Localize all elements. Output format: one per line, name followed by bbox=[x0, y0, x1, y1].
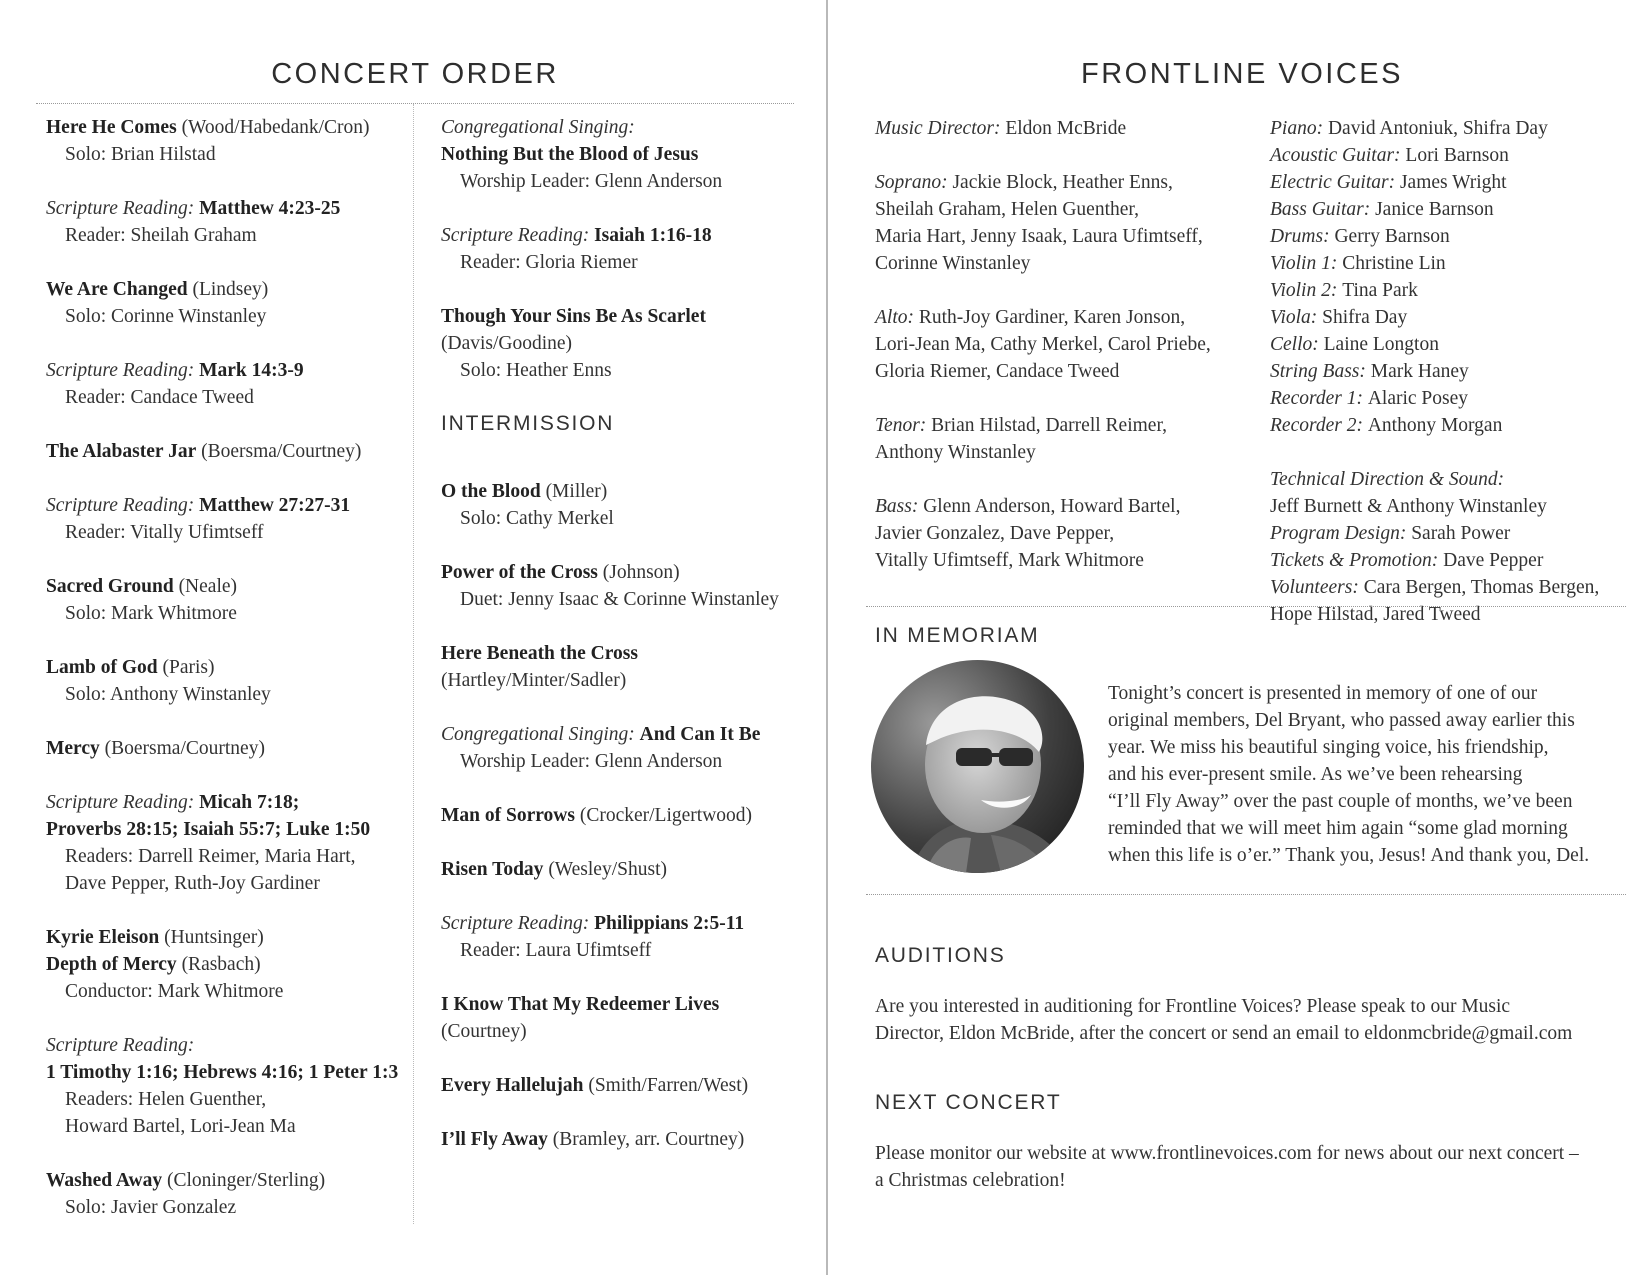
program-entry bbox=[875, 304, 1245, 385]
entry-text: (Cloninger/Sterling) bbox=[162, 1170, 326, 1191]
entry-text: (Miller) bbox=[540, 481, 608, 502]
entry-label: Cello: bbox=[1270, 334, 1324, 355]
program-entry bbox=[875, 412, 1245, 466]
entry-title: Matthew 4:23-25 bbox=[199, 198, 341, 219]
entry-line bbox=[1270, 385, 1640, 412]
program-entry bbox=[441, 721, 801, 775]
program-entry bbox=[441, 222, 801, 276]
auditions-heading: AUDITIONS bbox=[875, 944, 1006, 967]
entry-line bbox=[46, 141, 406, 168]
entry-line bbox=[875, 250, 1245, 277]
entry-label: Bass: bbox=[875, 496, 924, 517]
paragraph-line: when this life is o’er.” Thank you, Jesus! And thank you, Del. bbox=[1108, 845, 1590, 866]
entry-line bbox=[1270, 250, 1640, 277]
entry-line bbox=[875, 358, 1245, 385]
entry-line bbox=[46, 789, 406, 816]
entry-text: Readers: Darrell Reimer, Maria Hart, bbox=[65, 846, 356, 867]
entry-text: Anthony Morgan bbox=[1367, 415, 1503, 436]
entry-line bbox=[441, 330, 801, 357]
entry-text: Janice Barnson bbox=[1375, 199, 1494, 220]
paragraph-line: Are you interested in auditioning for Frontline Voices? Please speak to our Music bbox=[875, 996, 1511, 1017]
entry-text: Anthony Winstanley bbox=[875, 442, 1036, 463]
entry-line bbox=[441, 937, 801, 964]
entry-label: Drums: bbox=[1270, 226, 1335, 247]
entry-text: Cara Bergen, Thomas Bergen, bbox=[1363, 577, 1600, 598]
entry-text: Alaric Posey bbox=[1367, 388, 1469, 409]
entry-line bbox=[46, 1059, 406, 1086]
entry-text: Sheilah Graham, Helen Guenther, bbox=[875, 199, 1140, 220]
program-column-2-second-half bbox=[441, 478, 801, 1153]
entry-line bbox=[441, 748, 801, 775]
entry-title: Risen Today bbox=[441, 859, 544, 880]
entry-text: (Wood/Habedank/Cron) bbox=[176, 117, 370, 138]
entry-text: Brian Hilstad, Darrell Reimer, bbox=[931, 415, 1168, 436]
entry-text: Dave Pepper bbox=[1443, 550, 1544, 571]
entry-title: Sacred Ground bbox=[46, 576, 174, 597]
entry-title: Here He Comes bbox=[46, 117, 177, 138]
entry-line bbox=[46, 222, 406, 249]
entry-text: Gloria Riemer, Candace Tweed bbox=[875, 361, 1120, 382]
entry-text: Shifra Day bbox=[1322, 307, 1408, 328]
entry-text: Solo: Corinne Winstanley bbox=[65, 306, 267, 327]
next-concert-heading: NEXT CONCERT bbox=[875, 1091, 1062, 1114]
entry-line bbox=[875, 196, 1245, 223]
entry-line bbox=[46, 1086, 406, 1113]
program-entry bbox=[441, 991, 801, 1045]
entry-line bbox=[46, 519, 406, 546]
entry-text: Solo: Cathy Merkel bbox=[460, 508, 614, 529]
entry-line bbox=[875, 547, 1245, 574]
concert-order-title: CONCERT ORDER bbox=[271, 58, 559, 90]
program-entry bbox=[46, 357, 406, 411]
entry-line bbox=[441, 249, 801, 276]
in-memoriam-text bbox=[1108, 680, 1628, 869]
entry-line bbox=[1270, 574, 1640, 601]
entry-text: (Bramley, arr. Courtney) bbox=[547, 1129, 745, 1150]
program-entry bbox=[441, 640, 801, 694]
entry-line bbox=[441, 1072, 801, 1099]
entry-title: 1 Timothy 1:16; Hebrews 4:16; 1 Peter 1:3 bbox=[46, 1062, 399, 1083]
entry-text: Ruth-Joy Gardiner, Karen Jonson, bbox=[918, 307, 1186, 328]
entry-line bbox=[46, 357, 406, 384]
entry-label: Violin 2: bbox=[1270, 280, 1343, 301]
entry-line bbox=[441, 303, 801, 330]
entry-text: (Lindsey) bbox=[187, 279, 269, 300]
entry-line bbox=[46, 1167, 406, 1194]
entry-text: (Huntsinger) bbox=[159, 927, 264, 948]
entry-label: Scripture Reading: bbox=[46, 198, 200, 219]
entry-text: Reader: Gloria Riemer bbox=[460, 252, 638, 273]
program-entry bbox=[46, 492, 406, 546]
portrait-photo-image bbox=[871, 660, 1084, 873]
entry-title: Mercy bbox=[46, 738, 100, 759]
program-entry bbox=[46, 573, 406, 627]
entry-line bbox=[1270, 466, 1640, 493]
band-and-crew-roster bbox=[1270, 115, 1640, 655]
program-entry bbox=[46, 438, 406, 465]
entry-line bbox=[46, 573, 406, 600]
program-entry bbox=[46, 114, 406, 168]
entry-line bbox=[1270, 304, 1640, 331]
entry-text: (Boersma/Courtney) bbox=[99, 738, 265, 759]
memoriam-rule bbox=[866, 894, 1626, 895]
entry-line bbox=[46, 195, 406, 222]
entry-line bbox=[875, 115, 1245, 142]
entry-title: Here Beneath the Cross bbox=[441, 643, 638, 664]
paragraph-line: and his ever-present smile. As we’ve been rehearsing bbox=[1108, 764, 1523, 785]
program-entry bbox=[441, 802, 801, 829]
entry-label: Scripture Reading: bbox=[46, 360, 200, 381]
intermission-heading: INTERMISSION bbox=[441, 412, 615, 435]
entry-line bbox=[46, 924, 406, 951]
entry-line bbox=[441, 640, 801, 667]
entry-label: Acoustic Guitar: bbox=[1270, 145, 1406, 166]
entry-label: String Bass: bbox=[1270, 361, 1371, 382]
program-entry bbox=[46, 1167, 406, 1221]
entry-text: Gerry Barnson bbox=[1334, 226, 1450, 247]
entry-line bbox=[441, 141, 801, 168]
entry-text: Worship Leader: Glenn Anderson bbox=[460, 751, 723, 772]
entry-line bbox=[46, 951, 406, 978]
entry-title: Micah 7:18; bbox=[199, 792, 300, 813]
entry-line bbox=[46, 438, 406, 465]
entry-text: Jackie Block, Heather Enns, bbox=[952, 172, 1173, 193]
entry-line bbox=[875, 493, 1245, 520]
entry-title: The Alabaster Jar bbox=[46, 441, 197, 462]
entry-label: Program Design: bbox=[1270, 523, 1412, 544]
entry-line bbox=[46, 492, 406, 519]
entry-line bbox=[441, 910, 801, 937]
entry-text: Laine Longton bbox=[1323, 334, 1439, 355]
entry-text: Reader: Laura Ufimtseff bbox=[460, 940, 652, 961]
entry-line bbox=[1270, 493, 1640, 520]
entry-label: Volunteers: bbox=[1270, 577, 1364, 598]
entry-text: Glenn Anderson, Howard Bartel, bbox=[923, 496, 1181, 517]
entry-line bbox=[46, 384, 406, 411]
program-entry bbox=[441, 856, 801, 883]
paragraph-line: “I’ll Fly Away” over the past couple of months, we’ve been bbox=[1108, 791, 1573, 812]
entry-title: I’ll Fly Away bbox=[441, 1129, 548, 1150]
entry-line bbox=[441, 222, 801, 249]
entry-line bbox=[46, 870, 406, 897]
entry-line bbox=[46, 654, 406, 681]
entry-line bbox=[441, 1126, 801, 1153]
entry-text: Dave Pepper, Ruth-Joy Gardiner bbox=[65, 873, 320, 894]
entry-line bbox=[441, 168, 801, 195]
entry-line bbox=[46, 843, 406, 870]
entry-line bbox=[1270, 142, 1640, 169]
program-entry bbox=[46, 735, 406, 762]
entry-label: Music Director: bbox=[875, 118, 1006, 139]
entry-title: We Are Changed bbox=[46, 279, 188, 300]
program-entry bbox=[1270, 466, 1640, 628]
paragraph-line: a Christmas celebration! bbox=[875, 1170, 1066, 1191]
entry-line bbox=[1270, 358, 1640, 385]
entry-line bbox=[441, 114, 801, 141]
paragraph-line: Tonight’s concert is presented in memory of one of our bbox=[1108, 683, 1538, 704]
entry-title: O the Blood bbox=[441, 481, 541, 502]
paragraph-line: year. We miss his beautiful singing voice, his friendship, bbox=[1108, 737, 1549, 758]
entry-text: Jeff Burnett & Anthony Winstanley bbox=[1270, 496, 1547, 517]
entry-text: (Davis/Goodine) bbox=[441, 333, 573, 354]
entry-line bbox=[46, 1032, 406, 1059]
entry-text: Conductor: Mark Whitmore bbox=[65, 981, 284, 1002]
program-entry bbox=[46, 924, 406, 1005]
entry-line bbox=[46, 114, 406, 141]
entry-line bbox=[1270, 196, 1640, 223]
entry-title: Isaiah 1:16-18 bbox=[594, 225, 712, 246]
entry-text: Javier Gonzalez, Dave Pepper, bbox=[875, 523, 1115, 544]
program-entry bbox=[441, 303, 801, 384]
entry-text: (Wesley/Shust) bbox=[543, 859, 667, 880]
entry-title: Proverbs 28:15; Isaiah 55:7; Luke 1:50 bbox=[46, 819, 371, 840]
entry-line bbox=[441, 856, 801, 883]
entry-line bbox=[875, 439, 1245, 466]
entry-title: I Know That My Redeemer Lives bbox=[441, 994, 720, 1015]
entry-title: And Can It Be bbox=[639, 724, 761, 745]
frontline-voices-title: FRONTLINE VOICES bbox=[1081, 58, 1403, 90]
entry-line bbox=[46, 735, 406, 762]
entry-label: Scripture Reading: bbox=[441, 913, 595, 934]
entry-text: Worship Leader: Glenn Anderson bbox=[460, 171, 723, 192]
entry-text: Maria Hart, Jenny Isaak, Laura Ufimtseff, bbox=[875, 226, 1203, 247]
entry-text: Reader: Sheilah Graham bbox=[65, 225, 257, 246]
entry-line bbox=[441, 667, 801, 694]
entry-line bbox=[875, 331, 1245, 358]
entry-text: (Johnson) bbox=[597, 562, 680, 583]
choir-roster bbox=[875, 115, 1245, 601]
entry-line bbox=[441, 586, 801, 613]
entry-line bbox=[46, 303, 406, 330]
entry-label: Scripture Reading: bbox=[46, 792, 200, 813]
entry-line bbox=[46, 1194, 406, 1221]
entry-text: Howard Bartel, Lori-Jean Ma bbox=[65, 1116, 296, 1137]
entry-line bbox=[875, 520, 1245, 547]
entry-line bbox=[1270, 547, 1640, 574]
entry-label: Bass Guitar: bbox=[1270, 199, 1376, 220]
entry-text: Corinne Winstanley bbox=[875, 253, 1031, 274]
entry-line bbox=[875, 304, 1245, 331]
entry-label: Viola: bbox=[1270, 307, 1323, 328]
entry-title: Philippians 2:5-11 bbox=[594, 913, 745, 934]
entry-title: Washed Away bbox=[46, 1170, 163, 1191]
entry-text: (Hartley/Minter/Sadler) bbox=[441, 670, 627, 691]
entry-label: Tickets & Promotion: bbox=[1270, 550, 1444, 571]
program-entry bbox=[46, 1032, 406, 1140]
entry-title: Though Your Sins Be As Scarlet bbox=[441, 306, 706, 327]
entry-title: Kyrie Eleison bbox=[46, 927, 160, 948]
entry-text: (Smith/Farren/West) bbox=[583, 1075, 749, 1096]
entry-line bbox=[441, 991, 801, 1018]
entry-label: Technical Direction & Sound: bbox=[1270, 469, 1505, 490]
entry-text: Mark Haney bbox=[1370, 361, 1469, 382]
entry-text: Duet: Jenny Isaac & Corinne Winstanley bbox=[460, 589, 779, 610]
entry-title: Nothing But the Blood of Jesus bbox=[441, 144, 699, 165]
entry-label: Violin 1: bbox=[1270, 253, 1343, 274]
entry-line bbox=[441, 505, 801, 532]
entry-text: Reader: Vitally Ufimtseff bbox=[65, 522, 264, 543]
auditions-text bbox=[875, 993, 1635, 1047]
entry-label: Scripture Reading: bbox=[441, 225, 595, 246]
entry-line bbox=[875, 412, 1245, 439]
entry-text: Solo: Brian Hilstad bbox=[65, 144, 216, 165]
entry-title: Depth of Mercy bbox=[46, 954, 177, 975]
entry-line bbox=[46, 816, 406, 843]
entry-label: Congregational Singing: bbox=[441, 117, 635, 138]
entry-line bbox=[46, 276, 406, 303]
program-column-2 bbox=[441, 114, 801, 1180]
next-concert-text bbox=[875, 1140, 1635, 1194]
entry-text: Lori-Jean Ma, Cathy Merkel, Carol Priebe, bbox=[875, 334, 1211, 355]
entry-label: Recorder 2: bbox=[1270, 415, 1368, 436]
entry-line bbox=[46, 1113, 406, 1140]
entry-text: (Courtney) bbox=[441, 1021, 527, 1042]
entry-title: Mark 14:3-9 bbox=[199, 360, 304, 381]
paragraph-line: Director, Eldon McBride, after the concert or send an email to eldonmcbride@gmail.com bbox=[875, 1023, 1573, 1044]
entry-line bbox=[1270, 223, 1640, 250]
entry-text: Solo: Anthony Winstanley bbox=[65, 684, 271, 705]
entry-text: (Paris) bbox=[157, 657, 215, 678]
entry-line bbox=[441, 559, 801, 586]
entry-text: Tina Park bbox=[1342, 280, 1418, 301]
entry-text: David Antoniuk, Shifra Day bbox=[1327, 118, 1548, 139]
entry-text: Reader: Candace Tweed bbox=[65, 387, 254, 408]
program-entry bbox=[441, 478, 801, 532]
entry-text: James Wright bbox=[1399, 172, 1507, 193]
entry-line bbox=[1270, 520, 1640, 547]
entry-label: Congregational Singing: bbox=[441, 724, 640, 745]
program-entry bbox=[441, 910, 801, 964]
del-bryant-portrait bbox=[871, 660, 1084, 873]
entry-line bbox=[46, 600, 406, 627]
entry-line bbox=[441, 478, 801, 505]
program-entry bbox=[46, 654, 406, 708]
entry-line bbox=[441, 1018, 801, 1045]
program-entry bbox=[46, 276, 406, 330]
entry-text: (Neale) bbox=[173, 576, 238, 597]
entry-text: Sarah Power bbox=[1411, 523, 1511, 544]
entry-title: Every Hallelujah bbox=[441, 1075, 584, 1096]
program-column-1 bbox=[46, 114, 406, 1248]
entry-text: (Crocker/Ligertwood) bbox=[574, 805, 753, 826]
entry-label: Recorder 1: bbox=[1270, 388, 1368, 409]
entry-line bbox=[1270, 412, 1640, 439]
program-entry bbox=[46, 789, 406, 897]
entry-text: Solo: Heather Enns bbox=[460, 360, 612, 381]
in-memoriam-heading: IN MEMORIAM bbox=[875, 624, 1040, 647]
entry-line bbox=[875, 169, 1245, 196]
entry-text: Lori Barnson bbox=[1405, 145, 1509, 166]
entry-text: Vitally Ufimtseff, Mark Whitmore bbox=[875, 550, 1144, 571]
roster-rule bbox=[866, 606, 1626, 607]
entry-label: Alto: bbox=[875, 307, 919, 328]
program-entry bbox=[441, 1126, 801, 1153]
entry-line bbox=[1270, 277, 1640, 304]
entry-line bbox=[1270, 331, 1640, 358]
program-entry bbox=[441, 114, 801, 195]
entry-text: Readers: Helen Guenther, bbox=[65, 1089, 267, 1110]
program-entry bbox=[875, 115, 1245, 142]
entry-text: Christine Lin bbox=[1342, 253, 1446, 274]
entry-text: Solo: Javier Gonzalez bbox=[65, 1197, 237, 1218]
paragraph-line: reminded that we will meet him again “some glad morning bbox=[1108, 818, 1568, 839]
entry-text: (Boersma/Courtney) bbox=[196, 441, 362, 462]
entry-label: Piano: bbox=[1270, 118, 1328, 139]
entry-line bbox=[46, 978, 406, 1005]
entry-text: Solo: Mark Whitmore bbox=[65, 603, 237, 624]
page-fold-divider bbox=[826, 0, 828, 1275]
entry-text: Hope Hilstad, Jared Tweed bbox=[1270, 604, 1481, 625]
entry-title: Power of the Cross bbox=[441, 562, 598, 583]
entry-line bbox=[441, 357, 801, 384]
program-entry bbox=[441, 1072, 801, 1099]
entry-label: Scripture Reading: bbox=[46, 1035, 195, 1056]
column-divider bbox=[413, 104, 414, 1224]
entry-line bbox=[1270, 169, 1640, 196]
entry-text: Eldon McBride bbox=[1005, 118, 1127, 139]
program-entry bbox=[46, 195, 406, 249]
entry-label: Soprano: bbox=[875, 172, 953, 193]
entry-title: Matthew 27:27-31 bbox=[199, 495, 351, 516]
entry-line bbox=[46, 681, 406, 708]
entry-line bbox=[1270, 115, 1640, 142]
program-entry bbox=[875, 169, 1245, 277]
paragraph-line: Please monitor our website at www.frontlinevoices.com for news about our next concert – bbox=[875, 1143, 1579, 1164]
entry-label: Tenor: bbox=[875, 415, 932, 436]
concert-order-rule bbox=[36, 103, 794, 104]
program-entry bbox=[1270, 115, 1640, 439]
entry-title: Man of Sorrows bbox=[441, 805, 575, 826]
program-entry bbox=[441, 559, 801, 613]
entry-line bbox=[441, 802, 801, 829]
paragraph-line: original members, Del Bryant, who passed away earlier this bbox=[1108, 710, 1575, 731]
entry-title: Lamb of God bbox=[46, 657, 158, 678]
entry-label: Electric Guitar: bbox=[1270, 172, 1400, 193]
program-column-2-first-half bbox=[441, 114, 801, 384]
entry-label: Scripture Reading: bbox=[46, 495, 200, 516]
entry-text: (Rasbach) bbox=[176, 954, 261, 975]
entry-line bbox=[875, 223, 1245, 250]
entry-line bbox=[441, 721, 801, 748]
program-entry bbox=[875, 493, 1245, 574]
